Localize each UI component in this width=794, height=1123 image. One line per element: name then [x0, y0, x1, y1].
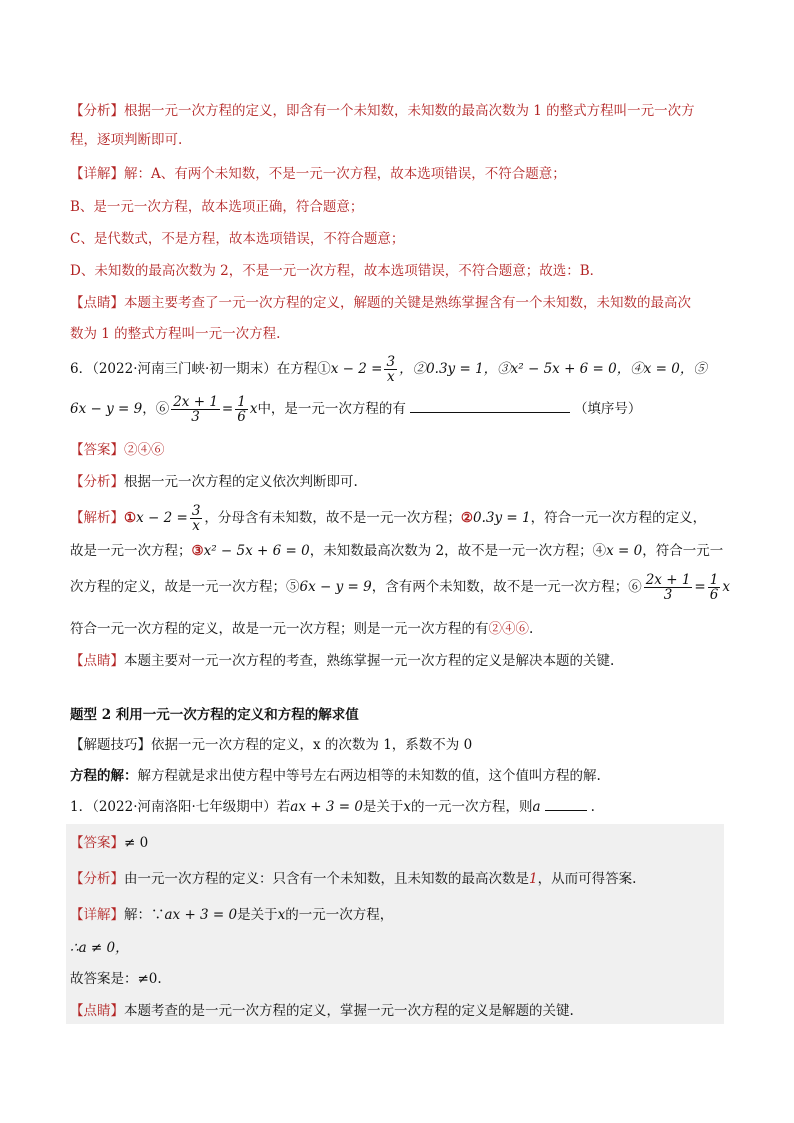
answer-block-shade: [66, 824, 724, 1024]
solution-definition-line: [70, 767, 601, 785]
fraction-denominator: 6: [237, 409, 246, 425]
answer-1-line: [70, 834, 148, 852]
q6-sep6: ，⑥: [142, 401, 170, 417]
analysis-tag: 【分析】: [70, 871, 124, 887]
answer-blank[interactable]: [545, 798, 587, 811]
solution-text-8: 符合一元一次方程的定义，故是一元一次方程；则是一元一次方程的有: [70, 621, 489, 637]
solution-6-line-4: [70, 620, 533, 638]
solution-text-7: ，含有两个未知数，故不是一元一次方程；⑥: [371, 579, 642, 595]
q1-eq: ax + 3 = 0: [290, 799, 363, 815]
detail-eq: ax + 3 = 0: [164, 907, 238, 923]
solution-tag: 【解析】: [70, 510, 124, 526]
period: .: [590, 799, 595, 815]
solution-text-3: 故是一元一次方程；: [70, 543, 192, 559]
analysis-tag: 【分析】: [70, 474, 124, 490]
detail-text-a: 解：A、有两个未知数，不是一元一次方程，故本选项错误，不符合题意；: [124, 166, 566, 182]
question-1-line: [70, 798, 595, 816]
analysis-line-2: 程，逐项判断即可.: [70, 132, 183, 148]
answer-6-line: [70, 441, 165, 459]
point-line-2: 数为 1 的整式方程叫一元一次方程.: [70, 326, 281, 342]
q6-eq2: ，②0.3y = 1，③x² − 5x + 6 = 0，④x = 0，⑤: [399, 361, 707, 377]
fraction-numerator: 2x + 1: [173, 394, 218, 410]
fraction-denominator: 3: [191, 409, 200, 425]
detail-line-b: B、是一元一次方程，故本选项正确，符合题意；: [70, 199, 364, 215]
q6-fill-hint: （填序号）: [573, 401, 642, 417]
question-6-line-2: [70, 394, 641, 424]
detail-1b-line-3: 故答案是：≠0.: [70, 971, 162, 987]
analysis-text-a: 由一元一次方程的定义：只含有一个未知数，且未知数的最高次数是: [124, 871, 529, 887]
solution-6-line-2: [70, 542, 723, 560]
solution-answer: ②④⑥: [488, 621, 529, 637]
point-tag: 【点睛】: [70, 295, 124, 311]
q6-eq6-var: x: [249, 401, 258, 417]
detail-line-a: [70, 165, 566, 183]
solution-def-label: 方程的解：: [70, 768, 138, 784]
section-heading: 题型 2 利用一元一次方程的定义和方程的解求值: [70, 707, 359, 723]
detail-line-c: C、是代数式，不是方程，故本选项错误，不符合题意；: [70, 231, 405, 247]
solution-eq1-fraction: [190, 504, 203, 533]
detail-tag: 【详解】: [70, 166, 124, 182]
tip-line: [70, 736, 472, 754]
answer-value: ≠ 0: [124, 835, 149, 851]
solution-text-6: 次方程的定义，故是一元一次方程；⑤: [70, 579, 300, 595]
fraction-denominator: x: [192, 518, 200, 534]
q1-text-c: 的一元一次方程，则: [411, 799, 533, 815]
q1-var: x: [403, 799, 412, 815]
analysis-text-b: ，从而可得答案.: [537, 871, 637, 887]
point-1b-line: [70, 1002, 574, 1020]
solution-eq6-fraction: [644, 573, 693, 602]
q6-eq5: 6x − y = 9: [70, 401, 143, 417]
circled-1: ①: [124, 510, 137, 526]
circled-2: ②: [460, 510, 474, 526]
analysis-1b-line: [70, 870, 636, 888]
detail-text-b: 是关于: [237, 907, 278, 923]
point-tag: 【点睛】: [70, 653, 124, 669]
solution-eq3: x² − 5x + 6 = 0: [203, 543, 310, 559]
fraction-denominator: x: [386, 369, 395, 385]
solution-text-4: ，未知数最高次数为 2，故不是一元一次方程；④: [309, 543, 607, 559]
point-text: 本题考查的是一元一次方程的定义，掌握一元一次方程的定义是解题的关键.: [124, 1003, 574, 1019]
analysis-text: 根据一元一次方程的定义依次判断即可.: [124, 474, 358, 490]
detail-text-a: 解：∵: [124, 907, 165, 923]
fraction-numerator: 3: [191, 503, 201, 519]
analysis-6-line: [70, 473, 358, 491]
solution-text-1: ，分母含有未知数，故不是一元一次方程；: [204, 510, 461, 526]
detail-1b-line-2: ∴a ≠ 0，: [70, 940, 129, 956]
q1-text-a: 1．（2022·河南洛阳·七年级期中）若: [70, 799, 291, 815]
detail-1b-line: [70, 906, 393, 924]
analysis-tag: 【分析】: [70, 103, 124, 119]
point-line-1: [70, 294, 691, 312]
solution-text-5: ，符合一元一: [642, 543, 724, 559]
answer-blank[interactable]: [410, 400, 570, 413]
answer-tag: 【答案】: [70, 442, 124, 458]
detail-tag: 【详解】: [70, 907, 124, 923]
tip-text: 依据一元一次方程的定义，x 的次数为 1，系数不为 0: [151, 737, 473, 753]
detail-var: x: [277, 907, 286, 923]
q1-var2: a: [532, 799, 541, 815]
detail-line-d: D、未知数的最高次数为 2，不是一元一次方程，故本选项错误，不符合题意；故选：B．: [70, 263, 604, 279]
q6-eq1-left: x − 2 =: [330, 361, 383, 377]
solution-6-line-1: [70, 503, 706, 533]
analysis-line-1: [70, 102, 695, 120]
fraction-numerator: 2x + 1: [645, 572, 691, 588]
analysis-one: 1: [529, 871, 538, 887]
fraction-denominator: 3: [663, 587, 673, 603]
analysis-text: 根据一元一次方程的定义，即含有一个未知数，未知数的最高次数为 1 的整式方程叫一元一次方: [124, 103, 695, 119]
fraction-numerator: 3: [386, 354, 396, 370]
solution-eq4: x = 0: [606, 543, 643, 559]
answer-value: ②④⑥: [124, 442, 165, 458]
solution-6-line-3: 次方程的定义，故是一元一次方程；⑤6x − y = 9，含有两个未知数，故不是一元一次方程；⑥ $\frac{2x + 1}{3}$ = $\frac{1}{6}$ x: [70, 572, 730, 603]
solution-text-2: ，符合一元一次方程的定义，: [530, 510, 707, 526]
tip-tag: 【解题技巧】: [70, 737, 151, 753]
point-6-line: [70, 652, 614, 670]
solution-eq5: 6x − y = 9: [299, 579, 372, 595]
fraction-numerator: 1: [709, 572, 719, 588]
solution-eq2: 0.3y = 1: [473, 510, 531, 526]
point-text-1: 本题主要考查了一元一次方程的定义，解题的关键是熟练掌握含有一个未知数，未知数的最高次: [124, 295, 691, 311]
fraction-denominator: 6: [709, 587, 719, 603]
q6-eq1-fraction: [384, 355, 397, 384]
detail-text-c: 的一元一次方程，: [285, 907, 394, 923]
point-text: 本题主要对一元一次方程的考查，熟练掌握一元一次方程的定义是解决本题的关键.: [124, 653, 615, 669]
q6-intro: 6．（2022·河南三门峡·初一期末）在方程①: [70, 361, 331, 377]
solution-eq6-right-fraction: [708, 573, 721, 602]
answer-tag: 【答案】: [70, 835, 124, 851]
point-tag: 【点睛】: [70, 1003, 124, 1019]
solution-def-text: 解方程就是求出使方程中等号左右两边相等的未知数的值，这个值叫方程的解.: [137, 768, 601, 784]
q6-tail: 中，是一元一次方程的有: [257, 401, 406, 417]
q6-eq6-right-fraction: [235, 395, 248, 424]
circled-3: ③: [191, 543, 204, 559]
equals-sign: =: [221, 401, 234, 417]
q1-text-b: 是关于: [362, 799, 404, 815]
question-6-line-1: [70, 354, 707, 384]
q6-eq6-fraction: [171, 395, 220, 424]
solution-eq1: x − 2 =: [136, 510, 188, 526]
fraction-numerator: 1: [237, 394, 246, 410]
period: .: [529, 621, 534, 637]
